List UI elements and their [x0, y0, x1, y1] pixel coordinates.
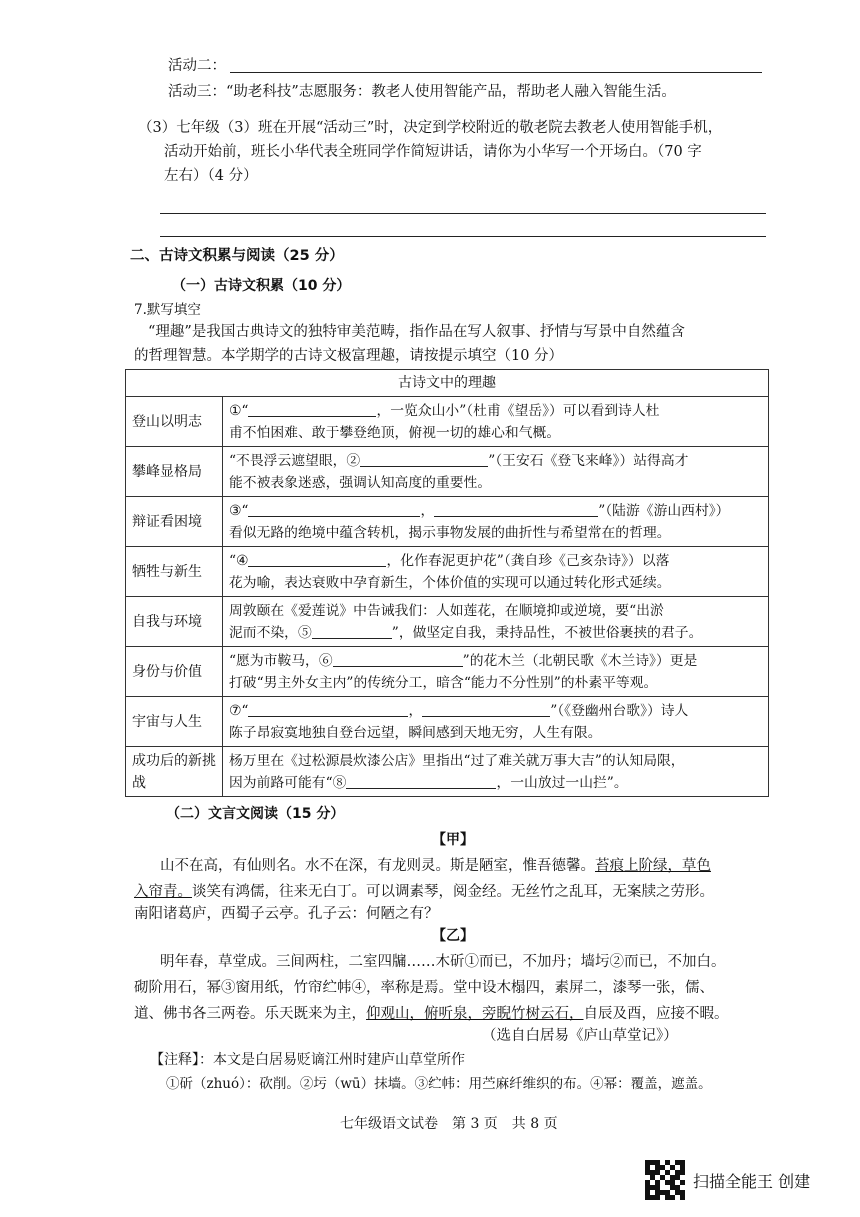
- scanner-brand-text: 扫描全能王 创建: [693, 1171, 811, 1191]
- blank-3b[interactable]: [434, 502, 598, 517]
- row-text: “愿为市鞍马，⑥: [229, 652, 333, 669]
- table-row: [126, 547, 769, 597]
- row-text: ”（《登幽州台歌》）诗人: [550, 702, 689, 719]
- blank-7b[interactable]: [422, 702, 550, 717]
- q3-line2: 活动开始前，班长小华代表全班同学作简短讲话，请你为小华写一个开场白。（70 字: [164, 144, 702, 160]
- table-category: 登山以明志: [126, 397, 223, 447]
- jia-underlined: 苔痕上阶绿，草色: [595, 858, 711, 874]
- q7-label: 7.默写填空: [134, 302, 201, 318]
- table-content: [223, 697, 769, 747]
- section2-sub1: （一）古诗文积累（10 分）: [172, 278, 351, 294]
- note-text: ①斫（zhuó）：砍削。②圬（wū）抹墙。③纻帏：用苎麻纤维织的布。④幂：覆盖，遮盖。: [166, 1076, 712, 1092]
- section2-intro-1: “理趣”是我国古典诗文的独特审美范畴，指作品在写人叙事、抒情与写景中自然蕴含: [148, 324, 685, 340]
- row-text: ，化作春泥更护花”（龚自珍《己亥杂诗》）以落: [386, 552, 670, 569]
- row-text: “不畏浮云遮望眼，②: [229, 452, 361, 469]
- row-text: 陈子昂寂寞地独自登台远望，瞬间感到天地无穷，人生有限。: [229, 724, 602, 741]
- row-text: 看似无路的绝境中蕴含转机，揭示事物发展的曲折性与希望常在的哲理。: [229, 524, 671, 541]
- blank-1[interactable]: [248, 402, 376, 417]
- blank-8[interactable]: [346, 774, 496, 789]
- q3-line3: 左右）（4 分）: [164, 168, 258, 184]
- yi-source: （选自白居易《庐山草堂记》）: [482, 1028, 678, 1044]
- section2-intro-2: 的哲理智慧。本学期学的古诗文极富理趣，请按提示填空（10 分）: [134, 348, 564, 364]
- row-text: 花为喻，表达衰败中孕育新生，个体价值的实现可以通过转化形式延续。: [229, 574, 671, 591]
- row-text: 能不被表象迷惑，强调认知高度的重要性。: [229, 474, 492, 491]
- table-header: 古诗文中的理趣: [126, 370, 769, 397]
- table-content: [223, 547, 769, 597]
- table-header-row: [126, 370, 769, 397]
- section2-title: 二、古诗文积累与阅读（25 分）: [130, 248, 344, 264]
- q3-answer-line-2[interactable]: [160, 236, 766, 237]
- yi-line-1: 明年春，草堂成。三间两柱，二室四牖……木斫①而已，不加丹；墙圬②而已，不加白。: [160, 954, 726, 970]
- row-text: ”（王安石《登飞来峰》）站得高才: [488, 452, 689, 469]
- row-text: “④: [229, 552, 249, 569]
- activity2-label: 活动二：: [168, 58, 226, 74]
- table-row: [126, 397, 769, 447]
- table-category: 攀峰显格局: [126, 447, 223, 497]
- table-content: [223, 447, 769, 497]
- blank-5[interactable]: [312, 624, 392, 639]
- yi-label: 【乙】: [432, 928, 474, 944]
- row-text: ”（陆游《游山西村》）: [598, 502, 730, 519]
- table-content: [223, 497, 769, 547]
- jia-label: 【甲】: [432, 832, 474, 848]
- blank-4[interactable]: [248, 552, 386, 567]
- row-text: 甫不怕困难、敢于攀登绝顶，俯视一切的雄心和气概。: [229, 424, 561, 441]
- yi-text: 道、佛书各三两卷。乐天既来为主，: [134, 1006, 366, 1022]
- table-row: [126, 447, 769, 497]
- table-row: [126, 747, 769, 797]
- blank-7a[interactable]: [248, 702, 408, 717]
- row-text: ，一览众山小”（杜甫《望岳》）可以看到诗人杜: [376, 402, 660, 419]
- table-content: [223, 747, 769, 797]
- scanner-watermark: [645, 1160, 810, 1200]
- q3-line1: （3）七年级（3）班在开展“活动三”时，决定到学校附近的敬老院去教老人使用智能手机，: [138, 120, 723, 136]
- row-text: 周敦颐在《爱莲说》中告诫我们：人如莲花，在顺境抑或逆境，要“出淤: [229, 602, 664, 619]
- row-text: 因为前路可能有“⑧: [229, 774, 347, 791]
- row-text: ”，做坚定自我，秉持品性，不被世俗裹挟的君子。: [391, 624, 703, 641]
- table-category: 牺牲与新生: [126, 547, 223, 597]
- blank-3a[interactable]: [248, 502, 420, 517]
- poem-fill-table: [125, 369, 769, 797]
- table-row: [126, 497, 769, 547]
- blank-2[interactable]: [360, 452, 488, 467]
- table-category: 身份与价值: [126, 647, 223, 697]
- blank-6[interactable]: [333, 652, 463, 667]
- yi-underlined: 仰观山，俯听泉，旁睨竹树云石，: [366, 1006, 584, 1022]
- table-content: [223, 647, 769, 697]
- row-text: ，一山放过一山拦”。: [496, 774, 628, 791]
- note-label: 【注释】：本文是白居易贬谪江州时建庐山草堂所作: [150, 1052, 465, 1068]
- table-content: [223, 397, 769, 447]
- jia-underlined: 入帘青。: [134, 884, 192, 900]
- table-row: [126, 697, 769, 747]
- jia-text: 谈笑有鸿儒，往来无白丁。可以调素琴，阅金经。无丝竹之乱耳，无案牍之劳形。: [192, 884, 714, 900]
- table-category: 辩证看困境: [126, 497, 223, 547]
- table-category: 自我与环境: [126, 597, 223, 647]
- activity3-text: 活动三：“助老科技”志愿服务：教老人使用智能产品，帮助老人融入智能生活。: [168, 84, 676, 100]
- reading-sub-title: （二）文言文阅读（15 分）: [166, 806, 345, 822]
- q3-answer-line-1[interactable]: [160, 213, 766, 214]
- row-text: ，: [408, 702, 423, 719]
- row-text: ”的花木兰（北朝民歌《木兰诗》）更是: [462, 652, 698, 669]
- row-text: 杨万里在《过松源晨炊漆公店》里指出“过了难关就万事大吉”的认知局限，: [229, 752, 685, 769]
- yi-line-3: [134, 1004, 729, 1024]
- jia-text: 山不在高，有仙则名。水不在深，有龙则灵。斯是陋室，惟吾德馨。: [160, 858, 595, 874]
- table-row: [126, 597, 769, 647]
- table-category: 成功后的新挑战: [126, 747, 223, 797]
- row-text: ③“: [229, 502, 249, 519]
- table-content: [223, 597, 769, 647]
- qr-code-icon: [645, 1160, 685, 1200]
- table-category: 宇宙与人生: [126, 697, 223, 747]
- row-text: 泥而不染，⑤: [229, 624, 312, 641]
- page-footer: 七年级语文试卷 第 3 页 共 8 页: [340, 1116, 558, 1132]
- yi-line-2: 砌阶用石，幂③窗用纸，竹帘纻帏④，率称是焉。堂中设木榻四，素屏二，漆琴一张，儒、: [134, 980, 714, 996]
- jia-line-2: [134, 882, 714, 902]
- table-row: [126, 647, 769, 697]
- jia-line-1: [160, 856, 711, 876]
- row-text: ①“: [229, 402, 249, 419]
- row-text: 打破“男主外女主内”的传统分工，暗含“能力不分性别”的朴素平等观。: [229, 674, 658, 691]
- activity2-answer-line[interactable]: [230, 72, 762, 73]
- row-text: ⑦“: [229, 702, 249, 719]
- row-text: ，: [420, 502, 435, 519]
- yi-text: 自辰及酉，应接不暇。: [583, 1006, 729, 1022]
- jia-line-3: 南阳诸葛庐，西蜀子云亭。孔子云：何陋之有？: [134, 906, 439, 922]
